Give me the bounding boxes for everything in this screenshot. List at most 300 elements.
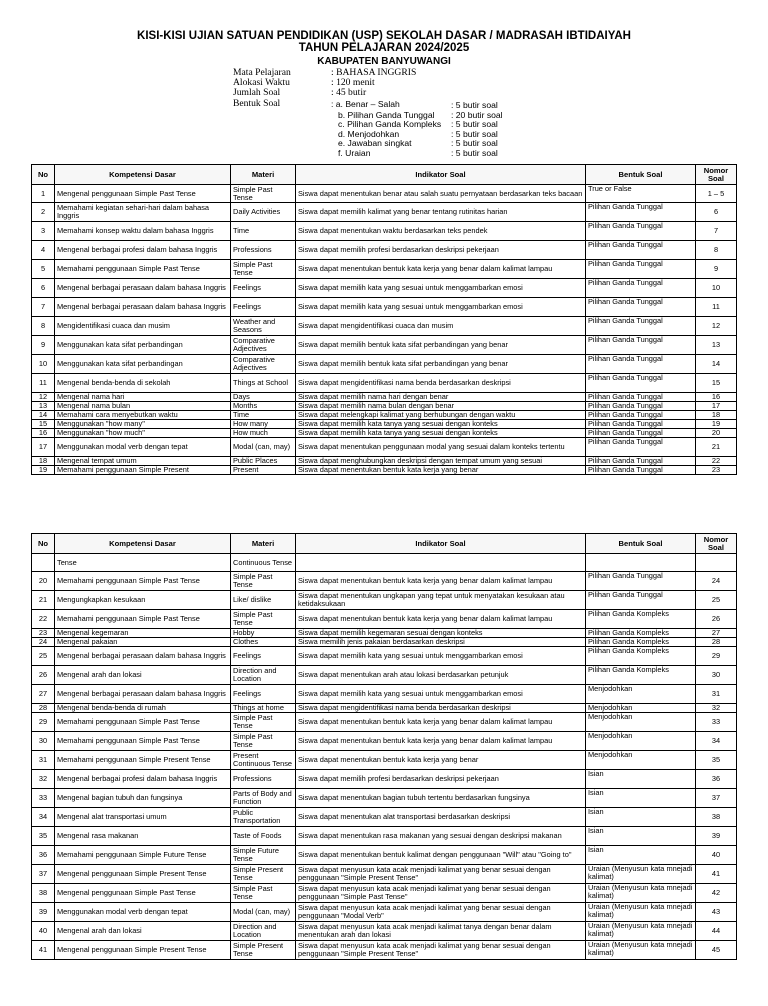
cell-indicator: Siswa dapat menentukan penggunaan modal yang sesuai dalam konteks tertentu [296, 438, 586, 457]
cell-material: Simple Present Tense [231, 941, 296, 960]
cell-indicator [296, 554, 586, 572]
cell-material: Simple Present Tense [231, 865, 296, 884]
cell-question-number: 24 [696, 572, 737, 591]
cell-indicator: Siswa dapat menentukan bentuk kata kerja yang benar [296, 751, 586, 770]
cell-material: Months [231, 402, 296, 411]
cell-question-number: 28 [696, 638, 737, 647]
cell-material: Continuous Tense [231, 554, 296, 572]
cell-indicator: Siswa dapat menentukan benar atau salah suatu pernyataan berdasarkan teks bacaan [296, 185, 586, 203]
cell-indicator: Siswa dapat memilih kegemaran sesuai dengan konteks [296, 629, 586, 638]
col-header-competency: Kompetensi Dasar [55, 165, 231, 185]
table-row [32, 903, 737, 922]
cell-question-number: 20 [696, 429, 737, 438]
cell-competency: Mengenal alat transportasi umum [55, 808, 231, 827]
cell-question-type: Pilihan Ganda Tunggal [586, 355, 696, 374]
grid-table-page2 [31, 533, 737, 960]
cell-question-type [586, 554, 696, 572]
cell-material: Professions [231, 770, 296, 789]
cell-question-type: Pilihan Ganda Tunggal [586, 374, 696, 393]
cell-question-type: Pilihan Ganda Tunggal [586, 336, 696, 355]
table-row [32, 846, 737, 865]
cell-question-type: Pilihan Ganda Kompleks [586, 638, 696, 647]
cell-competency: Memahami penggunaan Simple Past Tense [55, 732, 231, 751]
table-row [32, 203, 737, 222]
cell-question-type: Menjodohkan [586, 713, 696, 732]
cell-material: Feelings [231, 279, 296, 298]
cell-competency: Memahami penggunaan Simple Future Tense [55, 846, 231, 865]
cell-question-type: Pilihan Ganda Tunggal [586, 457, 696, 466]
cell-no: 22 [32, 610, 55, 629]
cell-question-number: 30 [696, 666, 737, 685]
cell-no: 28 [32, 704, 55, 713]
table-body [32, 554, 737, 960]
table-row [32, 572, 737, 591]
cell-no: 9 [32, 336, 55, 355]
cell-indicator: Siswa dapat memilih kata yang sesuai untuk menggambarkan emosi [296, 647, 586, 666]
cell-no: 23 [32, 629, 55, 638]
cell-competency: Mengenal rasa makanan [55, 827, 231, 846]
table-row [32, 941, 737, 960]
cell-question-type: Pilihan Ganda Kompleks [586, 666, 696, 685]
cell-competency: Memahami konsep waktu dalam bahasa Inggris [55, 222, 231, 241]
cell-question-number: 26 [696, 610, 737, 629]
cell-no: 21 [32, 591, 55, 610]
cell-competency: Memahami penggunaan Simple Present [55, 466, 231, 475]
cell-no: 35 [32, 827, 55, 846]
cell-no: 2 [32, 203, 55, 222]
cell-competency: Mengenal pakaian [55, 638, 231, 647]
cell-question-number: 21 [696, 438, 737, 457]
cell-competency: Memahami cara menyebutkan waktu [55, 411, 231, 420]
cell-competency: Memahami penggunaan Simple Past Tense [55, 713, 231, 732]
cell-question-number: 13 [696, 336, 737, 355]
cell-no: 11 [32, 374, 55, 393]
cell-material: How much [231, 429, 296, 438]
cell-question-number: 16 [696, 393, 737, 402]
table-row [32, 685, 737, 704]
cell-material: Parts of Body and Function [231, 789, 296, 808]
cell-indicator: Siswa dapat menghubungkan deskripsi dengan tempat umum yang sesuai [296, 457, 586, 466]
table-row [32, 260, 737, 279]
table-row [32, 610, 737, 629]
cell-no: 14 [32, 411, 55, 420]
cell-no: 34 [32, 808, 55, 827]
table-row [32, 317, 737, 336]
cell-indicator: Siswa dapat mengidentifikasi cuaca dan musim [296, 317, 586, 336]
cell-indicator: Siswa dapat mengidentifikasi nama benda berdasarkan deskripsi [296, 374, 586, 393]
cell-competency: Mengenal kegemaran [55, 629, 231, 638]
cell-material: Simple Past Tense [231, 572, 296, 591]
cell-material: Simple Past Tense [231, 884, 296, 903]
cell-competency: Mengenal berbagai profesi dalam bahasa Inggris [55, 241, 231, 260]
cell-question-number: 8 [696, 241, 737, 260]
cell-question-number: 31 [696, 685, 737, 704]
cell-indicator: Siswa dapat memilih nama hari dengan benar [296, 393, 586, 402]
cell-indicator: Siswa dapat menentukan bentuk kata kerja yang benar dalam kalimat lampau [296, 610, 586, 629]
cell-indicator: Siswa dapat memilih kata tanya yang sesuai dengan konteks [296, 429, 586, 438]
cell-material: Comparative Adjectives [231, 355, 296, 374]
table-row [32, 466, 737, 475]
cell-question-number: 35 [696, 751, 737, 770]
table-row [32, 554, 737, 572]
cell-question-type: Pilihan Ganda Tunggal [586, 203, 696, 222]
cell-question-number: 17 [696, 402, 737, 411]
cell-question-number: 29 [696, 647, 737, 666]
col-header-indicator: Indikator Soal [296, 534, 586, 554]
cell-no: 17 [32, 438, 55, 457]
cell-question-number: 18 [696, 411, 737, 420]
table-row [32, 241, 737, 260]
cell-no: 25 [32, 647, 55, 666]
cell-indicator: Siswa dapat menentukan bentuk kalimat dengan penggunaan "Will" atau "Going to" [296, 846, 586, 865]
cell-competency: Mengenal berbagai perasaan dalam bahasa Inggris [55, 647, 231, 666]
cell-question-number: 32 [696, 704, 737, 713]
cell-question-number: 15 [696, 374, 737, 393]
cell-no: 18 [32, 457, 55, 466]
cell-competency: Tense [55, 554, 231, 572]
question-type-row: : 5 butir soal [451, 100, 498, 110]
table-row [32, 336, 737, 355]
cell-question-type: Isian [586, 808, 696, 827]
table-row [32, 279, 737, 298]
cell-material: Professions [231, 241, 296, 260]
table-row [32, 438, 737, 457]
cell-no: 30 [32, 732, 55, 751]
table-row [32, 629, 737, 638]
cell-competency: Mengenal penggunaan Simple Past Tense [55, 884, 231, 903]
cell-indicator: Siswa dapat memilih profesi berdasarkan deskripsi pekerjaan [296, 770, 586, 789]
cell-material: Public Places [231, 457, 296, 466]
table-row [32, 751, 737, 770]
cell-competency: Memahami penggunaan Simple Past Tense [55, 572, 231, 591]
cell-no: 19 [32, 466, 55, 475]
cell-material: Simple Past Tense [231, 185, 296, 203]
cell-indicator: Siswa dapat menentukan bentuk kata kerja yang benar dalam kalimat lampau [296, 732, 586, 751]
cell-indicator: Siswa dapat menentukan rasa makanan yang sesuai dengan deskripsi makanan [296, 827, 586, 846]
cell-question-type: Isian [586, 789, 696, 808]
cell-material: Simple Past Tense [231, 732, 296, 751]
table-row [32, 884, 737, 903]
cell-indicator: Siswa dapat menentukan arah atau lokasi berdasarkan petunjuk [296, 666, 586, 685]
cell-no: 40 [32, 922, 55, 941]
cell-question-number: 33 [696, 713, 737, 732]
cell-indicator: Siswa dapat memilih profesi berdasarkan deskripsi pekerjaan [296, 241, 586, 260]
cell-no: 32 [32, 770, 55, 789]
regency-name: KABUPATEN BANYUWANGI [317, 56, 451, 67]
cell-indicator: Siswa dapat menyusun kata acak menjadi kalimat yang benar sesuai dengan penggunaan "Simple Past Tense" [296, 884, 586, 903]
cell-competency: Mengenal berbagai perasaan dalam bahasa Inggris [55, 298, 231, 317]
cell-competency: Memahami penggunaan Simple Past Tense [55, 260, 231, 279]
cell-question-type: Pilihan Ganda Tunggal [586, 241, 696, 260]
table-row [32, 732, 737, 751]
cell-material: Present [231, 466, 296, 475]
cell-question-type: Pilihan Ganda Tunggal [586, 429, 696, 438]
cell-no: 13 [32, 402, 55, 411]
cell-indicator: Siswa dapat menyusun kata acak menjadi kalimat yang benar sesuai dengan penggunaan "Simple Present Tense" [296, 941, 586, 960]
cell-question-number: 27 [696, 629, 737, 638]
cell-competency: Mengenal berbagai profesi dalam bahasa Inggris [55, 770, 231, 789]
cell-material: Simple Future Tense [231, 846, 296, 865]
cell-no: 7 [32, 298, 55, 317]
cell-question-number: 7 [696, 222, 737, 241]
cell-indicator: Siswa memilih jenis pakaian berdasarkan deskripsi [296, 638, 586, 647]
cell-material: Things at School [231, 374, 296, 393]
col-header-no: No [32, 534, 55, 554]
question-type-row: b. Pilihan Ganda Tunggal : 20 butir soal [338, 109, 503, 120]
cell-no: 12 [32, 393, 55, 402]
col-header-material: Materi [231, 165, 296, 185]
cell-competency: Menggunakan modal verb dengan tepat [55, 903, 231, 922]
cell-no: 31 [32, 751, 55, 770]
cell-material: Weather and Seasons [231, 317, 296, 336]
cell-question-number: 40 [696, 846, 737, 865]
cell-question-number [696, 554, 737, 572]
cell-competency: Memahami penggunaan Simple Past Tense [55, 610, 231, 629]
cell-question-type: Isian [586, 827, 696, 846]
cell-question-type: Isian [586, 770, 696, 789]
cell-competency: Mengenal tempat umum [55, 457, 231, 466]
col-header-question-number: Nomor Soal [696, 165, 737, 185]
col-header-indicator: Indikator Soal [296, 165, 586, 185]
table-row [32, 429, 737, 438]
cell-question-type: Menjodohkan [586, 704, 696, 713]
cell-question-type: Isian [586, 846, 696, 865]
cell-material: Like/ dislike [231, 591, 296, 610]
cell-material: Modal (can, may) [231, 903, 296, 922]
cell-material: Clothes [231, 638, 296, 647]
cell-question-type: Menjodohkan [586, 685, 696, 704]
cell-competency: Mengenal bagian tubuh dan fungsinya [55, 789, 231, 808]
cell-no: 1 [32, 185, 55, 203]
cell-question-number: 12 [696, 317, 737, 336]
cell-question-type: Pilihan Ganda Tunggal [586, 572, 696, 591]
cell-indicator: Siswa dapat menentukan bentuk kata kerja yang benar dalam kalimat lampau [296, 572, 586, 591]
cell-question-type: Uraian (Menyusun kata mnejadi kalimat) [586, 922, 696, 941]
table-body [32, 185, 737, 475]
cell-no: 15 [32, 420, 55, 429]
cell-competency: Memahami kegiatan sehari-hari dalam bahasa Inggris [55, 203, 231, 222]
cell-question-number: 36 [696, 770, 737, 789]
cell-material: Things at home [231, 704, 296, 713]
cell-question-number: 1 – 5 [696, 185, 737, 203]
cell-competency: Mengenal berbagai perasaan dalam bahasa Inggris [55, 279, 231, 298]
cell-question-type: Pilihan Ganda Tunggal [586, 420, 696, 429]
cell-competency: Mengungkapkan kesukaan [55, 591, 231, 610]
col-header-no: No [32, 165, 55, 185]
col-header-competency: Kompetensi Dasar [55, 534, 231, 554]
table-row [32, 704, 737, 713]
cell-no: 39 [32, 903, 55, 922]
cell-indicator: Siswa dapat menentukan waktu berdasarkan teks pendek [296, 222, 586, 241]
table-row [32, 827, 737, 846]
table-row [32, 374, 737, 393]
cell-material: Simple Past Tense [231, 260, 296, 279]
cell-question-type: Pilihan Ganda Tunggal [586, 260, 696, 279]
table-row [32, 420, 737, 429]
cell-question-number: 22 [696, 457, 737, 466]
cell-material: Public Transportation [231, 808, 296, 827]
table-row [32, 789, 737, 808]
meta-row: Bentuk Soal : a. Benar – Salah [233, 97, 400, 109]
table-header-row [32, 534, 737, 554]
cell-no: 4 [32, 241, 55, 260]
table-row [32, 402, 737, 411]
cell-question-type: Pilihan Ganda Tunggal [586, 438, 696, 457]
cell-question-type: Pilihan Ganda Tunggal [586, 466, 696, 475]
cell-question-type: Menjodohkan [586, 732, 696, 751]
grid-table-page1 [31, 164, 737, 475]
meta-row: Alokasi Waktu : 120 menit [233, 77, 375, 89]
cell-indicator: Siswa dapat menyusun kata acak menjadi kalimat yang benar sesuai dengan penggunaan "Simple Present Tense" [296, 865, 586, 884]
cell-question-type: Pilihan Ganda Kompleks [586, 647, 696, 666]
cell-competency: Mengidentifikasi cuaca dan musim [55, 317, 231, 336]
cell-material: Time [231, 222, 296, 241]
question-type-row: c. Pilihan Ganda Kompleks : 5 butir soal [338, 119, 498, 129]
cell-question-number: 42 [696, 884, 737, 903]
cell-indicator: Siswa dapat menyusun kata acak menjadi kalimat tanya dengan benar dalam menentukan arah dan lokasi [296, 922, 586, 941]
cell-question-number: 14 [696, 355, 737, 374]
cell-question-type: True or False [586, 185, 696, 203]
cell-competency: Mengenal arah dan lokasi [55, 922, 231, 941]
cell-no: 5 [32, 260, 55, 279]
cell-no: 26 [32, 666, 55, 685]
cell-question-type: Uraian (Menyusun kata mnejadi kalimat) [586, 903, 696, 922]
cell-question-number: 39 [696, 827, 737, 846]
cell-material: Time [231, 411, 296, 420]
cell-competency: Menggunakan kata sifat perbandingan [55, 336, 231, 355]
cell-indicator: Siswa dapat memilih bentuk kata sifat perbandingan yang benar [296, 336, 586, 355]
cell-question-type: Pilihan Ganda Tunggal [586, 222, 696, 241]
cell-question-number: 19 [696, 420, 737, 429]
question-type-list [331, 101, 503, 158]
table-row [32, 222, 737, 241]
cell-indicator: Siswa dapat menentukan ungkapan yang tepat untuk menyatakan kesukaan atau ketidaksukaan [296, 591, 586, 610]
cell-indicator: Siswa dapat menentukan alat transportasi berdasarkan deskripsi [296, 808, 586, 827]
cell-competency: Mengenal nama bulan [55, 402, 231, 411]
cell-indicator: Siswa dapat menentukan bentuk kata kerja yang benar dalam kalimat lampau [296, 713, 586, 732]
cell-question-number: 6 [696, 203, 737, 222]
col-header-material: Materi [231, 534, 296, 554]
cell-question-type: Pilihan Ganda Tunggal [586, 298, 696, 317]
cell-question-type: Pilihan Ganda Tunggal [586, 279, 696, 298]
cell-material: Feelings [231, 647, 296, 666]
cell-question-type: Uraian (Menyusun kata mnejadi kalimat) [586, 865, 696, 884]
cell-indicator: Siswa dapat memilih bentuk kata sifat perbandingan yang benar [296, 355, 586, 374]
cell-indicator: Siswa dapat memilih nama bulan dengan benar [296, 402, 586, 411]
cell-question-number: 25 [696, 591, 737, 610]
cell-indicator: Siswa dapat melengkapi kalimat yang berhubungan dengan waktu [296, 411, 586, 420]
cell-competency: Menggunakan "how many" [55, 420, 231, 429]
cell-question-number: 45 [696, 941, 737, 960]
table-row [32, 666, 737, 685]
cell-indicator: Siswa dapat memilih kata yang sesuai untuk menggambarkan emosi [296, 685, 586, 704]
document-title: KISI-KISI UJIAN SATUAN PENDIDIKAN (USP) SEKOLAH DASAR / MADRASAH IBTIDAIYAH [137, 30, 631, 42]
cell-indicator: Siswa dapat menentukan bentuk kata kerja yang benar dalam kalimat lampau [296, 260, 586, 279]
cell-competency: Mengenal penggunaan Simple Past Tense [55, 185, 231, 203]
cell-no: 36 [32, 846, 55, 865]
cell-question-number: 37 [696, 789, 737, 808]
cell-indicator: Siswa dapat mengidentifikasi nama benda berdasarkan deskripsi [296, 704, 586, 713]
question-type-row: f. Uraian : 5 butir soal [338, 147, 498, 158]
cell-indicator: Siswa dapat menentukan bagian tubuh tertentu berdasarkan fungsinya [296, 789, 586, 808]
cell-competency: Menggunakan kata sifat perbandingan [55, 355, 231, 374]
cell-material: Taste of Foods [231, 827, 296, 846]
cell-question-number: 10 [696, 279, 737, 298]
cell-competency: Mengenal penggunaan Simple Present Tense [55, 865, 231, 884]
cell-material: How many [231, 420, 296, 429]
col-header-question-type: Bentuk Soal [586, 165, 696, 185]
cell-no: 3 [32, 222, 55, 241]
cell-material: Direction and Location [231, 666, 296, 685]
cell-indicator: Siswa dapat memilih kata yang sesuai untuk menggambarkan emosi [296, 298, 586, 317]
cell-question-number: 9 [696, 260, 737, 279]
cell-question-number: 11 [696, 298, 737, 317]
cell-indicator: Siswa dapat memilih kata tanya yang sesuai dengan konteks [296, 420, 586, 429]
academic-year: TAHUN PELAJARAN 2024/2025 [298, 42, 470, 54]
cell-question-type: Pilihan Ganda Tunggal [586, 317, 696, 336]
cell-competency: Mengenal benda-benda di rumah [55, 704, 231, 713]
cell-material: Hobby [231, 629, 296, 638]
cell-competency: Menggunakan "how much" [55, 429, 231, 438]
table-row [32, 393, 737, 402]
cell-no: 27 [32, 685, 55, 704]
cell-question-number: 41 [696, 865, 737, 884]
cell-question-number: 43 [696, 903, 737, 922]
cell-no: 29 [32, 713, 55, 732]
col-header-question-number: Nomor Soal [696, 534, 737, 554]
cell-no: 20 [32, 572, 55, 591]
cell-no: 41 [32, 941, 55, 960]
cell-competency: Memahami penggunaan Simple Present Tense [55, 751, 231, 770]
table-row [32, 185, 737, 203]
cell-indicator: Siswa dapat memilih kata yang sesuai untuk menggambarkan emosi [296, 279, 586, 298]
table-row [32, 713, 737, 732]
cell-material: Feelings [231, 298, 296, 317]
cell-no: 33 [32, 789, 55, 808]
table-row [32, 647, 737, 666]
cell-question-type: Pilihan Ganda Tunggal [586, 393, 696, 402]
cell-question-number: 23 [696, 466, 737, 475]
cell-no: 8 [32, 317, 55, 336]
cell-material: Daily Activities [231, 203, 296, 222]
cell-question-type: Pilihan Ganda Kompleks [586, 610, 696, 629]
cell-material: Simple Past Tense [231, 610, 296, 629]
cell-material: Direction and Location [231, 922, 296, 941]
question-type-row: d. Menjodohkan : 5 butir soal [338, 128, 498, 139]
table-row [32, 638, 737, 647]
cell-material: Present Continuous Tense [231, 751, 296, 770]
cell-material: Feelings [231, 685, 296, 704]
table-row [32, 865, 737, 884]
cell-no: 16 [32, 429, 55, 438]
cell-no: 24 [32, 638, 55, 647]
cell-no: 6 [32, 279, 55, 298]
cell-question-number: 38 [696, 808, 737, 827]
cell-material: Days [231, 393, 296, 402]
cell-question-type: Pilihan Ganda Tunggal [586, 591, 696, 610]
cell-material: Simple Past Tense [231, 713, 296, 732]
cell-indicator: Siswa dapat menentukan bentuk kata kerja yang benar [296, 466, 586, 475]
cell-question-type: Uraian (Menyusun kata mnejadi kalimat) [586, 884, 696, 903]
cell-material: Comparative Adjectives [231, 336, 296, 355]
cell-indicator: Siswa dapat memilih kalimat yang benar tentang rutinitas harian [296, 203, 586, 222]
cell-no: 38 [32, 884, 55, 903]
cell-question-number: 44 [696, 922, 737, 941]
cell-competency: Mengenal penggunaan Simple Present Tense [55, 941, 231, 960]
table-row [32, 922, 737, 941]
cell-question-type: Pilihan Ganda Tunggal [586, 411, 696, 420]
cell-question-type: Menjodohkan [586, 751, 696, 770]
